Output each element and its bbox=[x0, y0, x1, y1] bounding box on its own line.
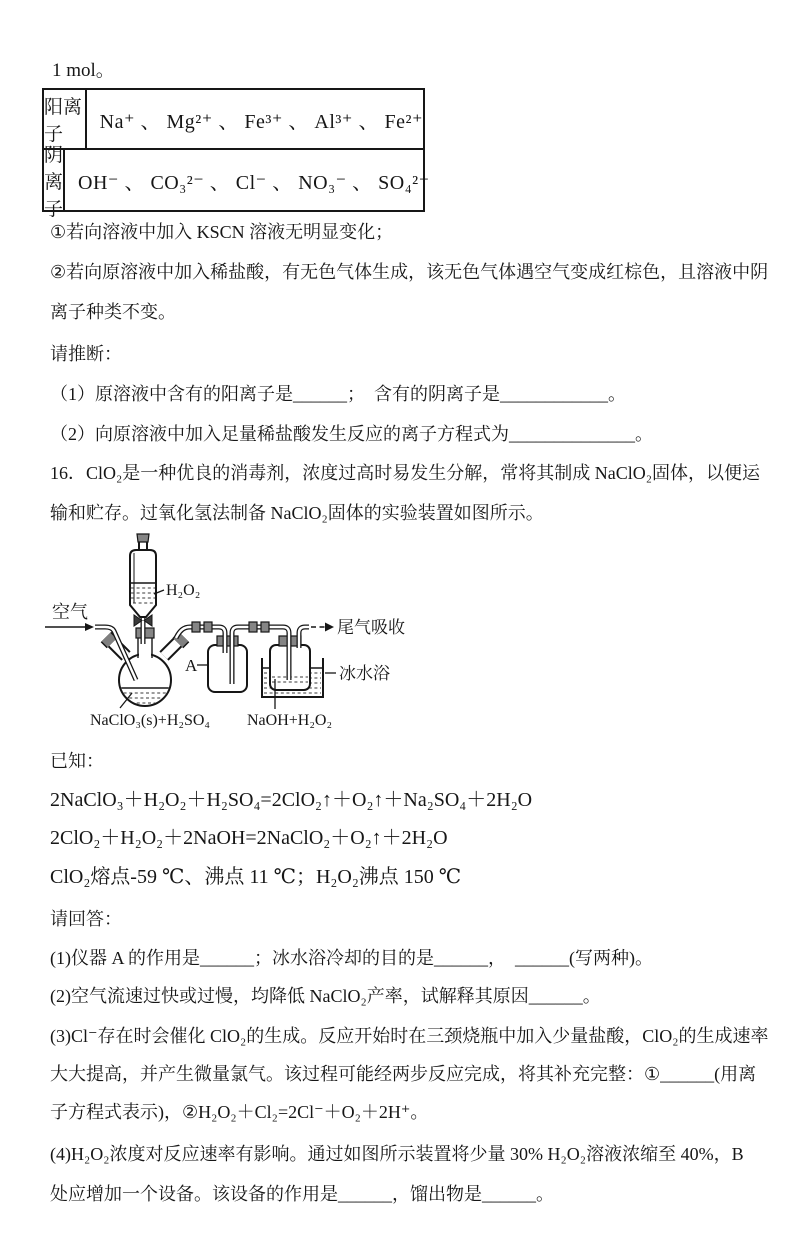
q16-stem-line2: 输和贮存。过氧化氢法制备 NaClO₂固体的实验装置如图所示。 bbox=[50, 503, 544, 523]
observation-2-line2: 离子种类不变。 bbox=[50, 302, 176, 322]
equation-2: 2ClO₂＋H₂O₂＋2NaOH=2NaClO₂＋O₂↑＋2H₂O bbox=[50, 827, 448, 849]
q16-sub2: (2)空气流速过快或过慢，均降低 NaClO₂产率，试解释其原因______。 bbox=[50, 986, 601, 1006]
cation-row-values: Na⁺ 、 Mg²⁺ 、 Fe³⁺ 、 Al³⁺ 、 Fe²⁺ bbox=[99, 110, 423, 133]
q16-sub3-line2: 大大提高，并产生微量氯气。该过程可能经两步反应完成，将其补充完整：①______(用离 bbox=[50, 1064, 757, 1084]
q16-sub4-line2: 处应增加一个设备。该设备的作用是______，馏出物是______。 bbox=[50, 1184, 554, 1204]
absorber-contents-label: NaOH+H₂O₂ bbox=[247, 712, 333, 729]
cation-row-header: 阳离子 bbox=[44, 90, 87, 148]
ice-bath-label: 冰水浴 bbox=[339, 664, 390, 683]
vessel-a-label: A bbox=[185, 656, 198, 675]
answer-heading: 请回答： bbox=[50, 909, 122, 929]
right-neck-connector bbox=[178, 637, 184, 643]
apparatus-diagram bbox=[42, 532, 422, 747]
known-heading: 已知： bbox=[50, 751, 104, 771]
q16-sub3-line1: (3)Cl⁻存在时会催化 ClO₂的生成。反应开始时在三颈烧瓶中加入少量盐酸，ClO₂的生成速率 bbox=[50, 1026, 769, 1046]
flask-contents-label: NaClO₃(s)+H₂SO₄ bbox=[90, 712, 210, 729]
q16-sub1: (1)仪器 A 的作用是______；冰水浴冷却的目的是______， ______(写两种)。 bbox=[50, 948, 653, 968]
tail-gas-label: 尾气吸收 bbox=[337, 618, 405, 637]
cation-row bbox=[44, 90, 423, 150]
funnel-stopper bbox=[137, 534, 149, 542]
anion-row-header: 阴离子 bbox=[44, 144, 64, 220]
observation-1: ①若向溶液中加入 KSCN 溶液无明显变化； bbox=[50, 222, 394, 242]
left-neck-connector bbox=[106, 637, 112, 643]
tail-gas-arrow bbox=[311, 623, 334, 632]
intro-tail-line: 1 mol。 bbox=[52, 60, 115, 81]
deduce-prompt: 请推断： bbox=[50, 344, 122, 364]
anion-row-values: OH⁻ 、 CO₃²⁻ 、 Cl⁻ 、 NO₃⁻ 、 SO₄²⁻ bbox=[78, 171, 430, 194]
q15-blank-1: （1）原溶液中含有的阳离子是______； 含有的阴离子是____________。 bbox=[50, 384, 626, 404]
air-label: 空气 bbox=[52, 602, 88, 622]
ion-table bbox=[42, 88, 430, 220]
anion-row bbox=[44, 144, 430, 220]
q16-sub3-line3: 子方程式表示)，②H₂O₂＋Cl₂=2Cl⁻＋O₂＋2H⁺。 bbox=[50, 1102, 429, 1122]
h2o2-label: H₂O₂ bbox=[166, 582, 201, 599]
properties-line: ClO₂熔点-59 ℃、沸点 11 ℃；H₂O₂沸点 150 ℃ bbox=[50, 866, 462, 888]
equation-1: 2NaClO₃＋H₂O₂＋H₂SO₄=2ClO₂↑＋O₂↑＋Na₂SO₄＋2H₂O bbox=[50, 789, 533, 811]
observation-2-line1: ②若向原溶液中加入稀盐酸，有无色气体生成，该无色气体遇空气变成红棕色，且溶液中阴 bbox=[50, 262, 769, 282]
q16-stem-line1: 16．ClO₂是一种优良的消毒剂，浓度过高时易发生分解，常将其制成 NaClO₂固体，以便运 bbox=[50, 463, 761, 483]
air-arrow bbox=[45, 623, 94, 631]
q16-sub4-line1: (4)H₂O₂浓度对反应速率有影响。通过如图所示装置将少量 30% H₂O₂溶液浓缩至 40%，B bbox=[50, 1144, 744, 1164]
q15-blank-2: （2）向原溶液中加入足量稀盐酸发生反应的离子方程式为______________。 bbox=[50, 424, 653, 444]
